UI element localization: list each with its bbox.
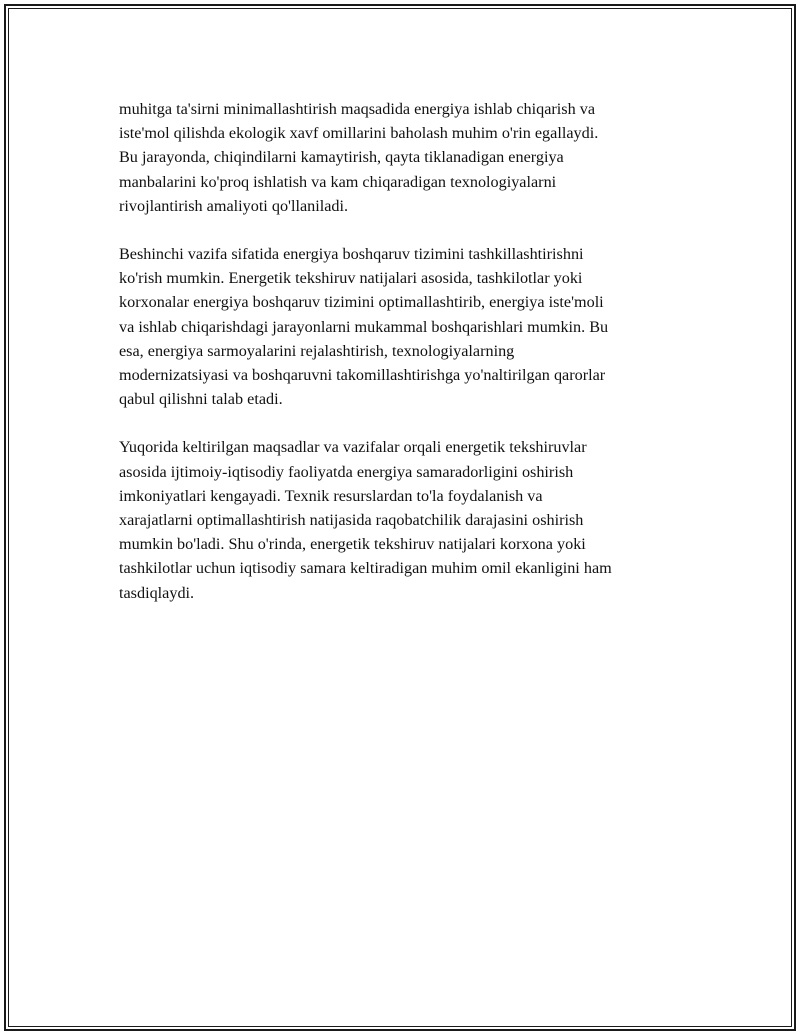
paragraph-2: Beshinchi vazifa sifatida energiya boshqaruv tizimini tashkillashtirishni ko'rish mumkin. Energetik tekshiruv natijalari asosida, tashkilotlar yoki korxonalar energiya boshqaruv tizimini optimallashtirib, energiya iste'moli va ishlab chiqarishdagi jarayonlarni mukammal boshqarishlari mumkin. Bu esa, energiya sarmoyalarini rejalashtirish, texnologiyalarning modernizatsiyasi va boshqaruvni takomillashtirishga yo'naltirilgan qarorlar qabul qilishni talab etadi. (119, 245, 609, 409)
paragraph-3: Yuqorida keltirilgan maqsadlar va vazifalar orqali energetik tekshiruvlar asosida ijtimoiy-iqtisodiy faoliyatda energiya samaradorligini oshirish imkoniyatlari kengayadi. Texnik resurslardan to'la foydalanish va xarajatlarni optimallashtirish natijasida raqobatchilik darajasini oshirish mumkin bo'ladi. Shu o'rinda, energetik tekshiruv natijalari korxona yoki tashkilotlar uchun iqtisodiy samara keltiradigan muhim omil ekanligini ham tasdiqlaydi. (119, 438, 612, 602)
page-body (119, 97, 689, 629)
page-frame (4, 4, 796, 1031)
paragraph-1: muhitga ta'sirni minimallashtirish maqsadida energiya ishlab chiqarish va iste'mol qilishda ekologik xavf omillarini baholash muhim o'rin egallaydi. Bu jarayonda, chiqindilarni kamaytirish, qayta tiklanadigan energiya manbalarini ko'proq ishlatish va kam chiqaradigan texnologiyalarni rivojlantirish amaliyoti qo'llaniladi. (119, 100, 599, 215)
